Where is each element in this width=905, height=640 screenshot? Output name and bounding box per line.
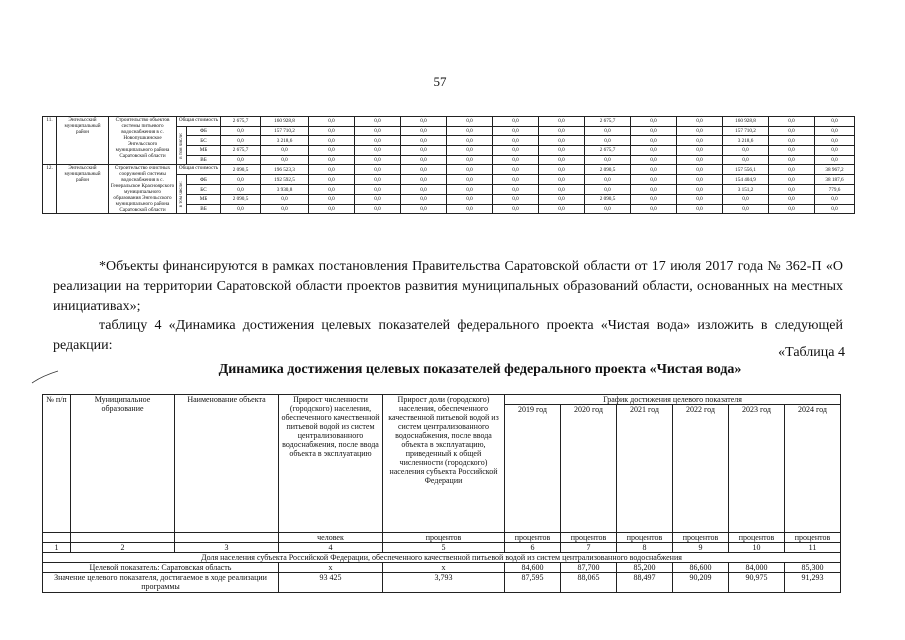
- value-cell: 154 404,9: [723, 175, 769, 185]
- value-cell: 0,0: [631, 175, 677, 185]
- footnote-paragraph: *Объекты финансируются в рамках постановления Правительства Саратовской области от 17 июля 2017 года № 362-П «О реализации на территории Саратовской области проектов развития муниципальных образований области, основанных на местных инициативах»;: [53, 259, 843, 314]
- col-number: 2: [71, 543, 175, 553]
- table-label: «Таблица 4: [778, 345, 845, 360]
- unit-cell: процентов: [729, 533, 785, 543]
- value-cell: 0,0: [815, 136, 855, 146]
- value-cell: 0,0: [631, 204, 677, 214]
- achieved-row-value: 90,209: [673, 573, 729, 593]
- achieved-row-value: 90,975: [729, 573, 785, 593]
- value-cell: 0,0: [355, 204, 401, 214]
- col-number: 9: [673, 543, 729, 553]
- header-year: 2020 год: [561, 405, 617, 533]
- value-cell: 0,0: [355, 136, 401, 146]
- value-cell: 0,0: [769, 155, 815, 165]
- value-cell: 0,0: [309, 195, 355, 205]
- value-cell: 0,0: [585, 155, 631, 165]
- value-cell: 0,0: [309, 126, 355, 136]
- instruction-paragraph: таблицу 4 «Динамика достижения целевых показателей федерального проекта «Чистая вода» изложить в следующей редакции:: [53, 318, 843, 353]
- target-row-value: 85,200: [617, 563, 673, 573]
- value-cell: 0,0: [631, 185, 677, 195]
- value-cell: 0,0: [401, 165, 447, 175]
- value-cell: 0,0: [585, 185, 631, 195]
- value-cell: 0,0: [585, 126, 631, 136]
- value-cell: 160 928,8: [723, 117, 769, 127]
- unit-cell: процентов: [673, 533, 729, 543]
- value-cell: 2 090,5: [221, 165, 261, 175]
- value-cell: 0,0: [401, 204, 447, 214]
- financing-row: [43, 117, 855, 127]
- value-cell: 0,0: [355, 146, 401, 156]
- value-cell: 0,0: [769, 185, 815, 195]
- value-cell: 0,0: [769, 165, 815, 175]
- value-cell: 0,0: [677, 195, 723, 205]
- target-indicators-table: [42, 394, 841, 593]
- value-cell: 0,0: [815, 146, 855, 156]
- value-cell: 0,0: [723, 146, 769, 156]
- value-cell: 0,0: [539, 126, 585, 136]
- financing-table: [42, 116, 855, 214]
- value-cell: 0,0: [677, 175, 723, 185]
- value-cell: 0,0: [769, 117, 815, 127]
- value-cell: 0,0: [447, 155, 493, 165]
- header-municipality: Муниципальное образование: [71, 395, 175, 533]
- value-cell: 0,0: [631, 126, 677, 136]
- value-cell: 0,0: [401, 155, 447, 165]
- value-cell: 2 675,7: [585, 117, 631, 127]
- value-cell: 0,0: [769, 204, 815, 214]
- budget-label: ФБ: [187, 126, 221, 136]
- value-cell: 0,0: [401, 117, 447, 127]
- value-cell: 0,0: [261, 195, 309, 205]
- budget-label: МБ: [187, 195, 221, 205]
- value-cell: 0,0: [539, 204, 585, 214]
- value-cell: 0,0: [677, 155, 723, 165]
- budget-label: ВБ: [187, 155, 221, 165]
- page-number: 57: [433, 74, 447, 89]
- value-cell: 160 928,8: [261, 117, 309, 127]
- object-cell: Строительство очистных сооружений системы водоснабжения в с. Генеральское Красноярского муниципального образования Энгельсского муниципального района Саратовской области: [109, 165, 177, 214]
- value-cell: 3 218,6: [261, 136, 309, 146]
- value-cell: 0,0: [677, 126, 723, 136]
- header-schedule: График достижения целевого показателя: [505, 395, 841, 405]
- value-cell: 0,0: [493, 165, 539, 175]
- value-cell: 0,0: [769, 175, 815, 185]
- value-cell: 0,0: [631, 195, 677, 205]
- budget-label: БС: [187, 136, 221, 146]
- target-row-value: 84,000: [729, 563, 785, 573]
- cost-label: Общая стоимость: [177, 165, 221, 175]
- value-cell: 38 967,2: [815, 165, 855, 175]
- header-object-name: Наименование объекта: [175, 395, 279, 533]
- value-cell: 0,0: [309, 155, 355, 165]
- value-cell: 0,0: [585, 136, 631, 146]
- value-cell: 0,0: [309, 117, 355, 127]
- target-row-value: 84,600: [505, 563, 561, 573]
- value-cell: 3 151,2: [723, 185, 769, 195]
- value-cell: 0,0: [447, 185, 493, 195]
- value-cell: 2 675,7: [585, 146, 631, 156]
- value-cell: 0,0: [815, 126, 855, 136]
- value-cell: 0,0: [769, 126, 815, 136]
- value-cell: 0,0: [261, 146, 309, 156]
- achieved-row-label: Значение целевого показателя, достигаемое в ходе реализации программы: [43, 573, 279, 593]
- col-number: 4: [279, 543, 383, 553]
- value-cell: 0,0: [221, 155, 261, 165]
- budget-label: МБ: [187, 146, 221, 156]
- value-cell: 0,0: [539, 185, 585, 195]
- value-cell: 0,0: [769, 146, 815, 156]
- value-cell: 0,0: [447, 136, 493, 146]
- value-cell: 3 930,8: [261, 185, 309, 195]
- value-cell: 0,0: [401, 136, 447, 146]
- value-cell: 192 592,5: [261, 175, 309, 185]
- value-cell: 0,0: [309, 175, 355, 185]
- col-number: 11: [785, 543, 841, 553]
- value-cell: 0,0: [221, 126, 261, 136]
- value-cell: 196 523,3: [261, 165, 309, 175]
- unit-cell: процентов: [617, 533, 673, 543]
- incl-label: в том числе:: [177, 126, 187, 165]
- value-cell: 779,6: [815, 185, 855, 195]
- value-cell: 157 556,1: [723, 165, 769, 175]
- value-cell: 2 090,5: [221, 195, 261, 205]
- achieved-row-value: 88,497: [617, 573, 673, 593]
- unit-cell: процентов: [505, 533, 561, 543]
- unit-cell: человек: [279, 533, 383, 543]
- value-cell: 2 090,5: [585, 195, 631, 205]
- value-cell: 0,0: [261, 155, 309, 165]
- col-number: 3: [175, 543, 279, 553]
- value-cell: 0,0: [355, 195, 401, 205]
- target-row-share: x: [383, 563, 505, 573]
- value-cell: 0,0: [631, 155, 677, 165]
- header-year: 2024 год: [785, 405, 841, 533]
- col-number: 1: [43, 543, 71, 553]
- value-cell: 0,0: [677, 185, 723, 195]
- value-cell: 0,0: [677, 165, 723, 175]
- value-cell: 2 675,7: [221, 146, 261, 156]
- value-cell: 0,0: [539, 155, 585, 165]
- value-cell: 0,0: [539, 117, 585, 127]
- target-row-value: 87,700: [561, 563, 617, 573]
- achieved-row-value: 88,065: [561, 573, 617, 593]
- municipality-cell: Энгельсский муниципальный район: [57, 117, 109, 165]
- header-year: 2023 год: [729, 405, 785, 533]
- header-population: Прирост численности (городского) населения, обеспеченного качественной питьевой водой из систем централизованного водоснабжения, после ввода объекта в эксплуатацию: [279, 395, 383, 533]
- value-cell: 0,0: [401, 175, 447, 185]
- value-cell: 0,0: [355, 165, 401, 175]
- budget-label: ФБ: [187, 175, 221, 185]
- value-cell: 0,0: [447, 165, 493, 175]
- value-cell: 0,0: [447, 195, 493, 205]
- value-cell: 0,0: [401, 126, 447, 136]
- value-cell: 0,0: [723, 204, 769, 214]
- value-cell: 0,0: [815, 204, 855, 214]
- value-cell: 0,0: [447, 117, 493, 127]
- value-cell: 0,0: [447, 146, 493, 156]
- value-cell: 0,0: [355, 117, 401, 127]
- value-cell: 0,0: [769, 195, 815, 205]
- value-cell: 3 218,6: [723, 136, 769, 146]
- achieved-row-value: 91,293: [785, 573, 841, 593]
- value-cell: 0,0: [677, 136, 723, 146]
- value-cell: 0,0: [309, 136, 355, 146]
- value-cell: 0,0: [493, 175, 539, 185]
- value-cell: 0,0: [769, 136, 815, 146]
- value-cell: 0,0: [309, 165, 355, 175]
- value-cell: 0,0: [355, 185, 401, 195]
- object-cell: Строительство объектов системы питьевого водоснабжения в с. Новопушкинское Энгельсского муниципального района Саратовской области: [109, 117, 177, 165]
- value-cell: 0,0: [723, 155, 769, 165]
- value-cell: 0,0: [815, 195, 855, 205]
- value-cell: 0,0: [355, 175, 401, 185]
- value-cell: 2 675,7: [221, 117, 261, 127]
- value-cell: 0,0: [493, 136, 539, 146]
- col-number: 8: [617, 543, 673, 553]
- value-cell: 0,0: [677, 146, 723, 156]
- value-cell: 0,0: [401, 146, 447, 156]
- header-share: Прирост доли (городского) населения, обеспеченного качественной питьевой водой из систем централизованного водоснабжения, после ввода объекта в эксплуатацию, приведенный к общей численности (городского) населения субъекта Российской Федерации: [383, 395, 505, 533]
- value-cell: 0,0: [677, 117, 723, 127]
- value-cell: 0,0: [221, 204, 261, 214]
- value-cell: 0,0: [631, 165, 677, 175]
- value-cell: 0,0: [261, 204, 309, 214]
- value-cell: 0,0: [221, 136, 261, 146]
- value-cell: 0,0: [221, 185, 261, 195]
- value-cell: 0,0: [677, 204, 723, 214]
- value-cell: 0,0: [493, 117, 539, 127]
- value-cell: 0,0: [631, 117, 677, 127]
- value-cell: 0,0: [309, 204, 355, 214]
- target-row-population: x: [279, 563, 383, 573]
- value-cell: 0,0: [493, 185, 539, 195]
- incl-label: в том числе:: [177, 175, 187, 214]
- value-cell: 0,0: [447, 175, 493, 185]
- value-cell: 0,0: [585, 175, 631, 185]
- target-row-label: Целевой показатель: Саратовская область: [43, 563, 279, 573]
- value-cell: 0,0: [723, 195, 769, 205]
- value-cell: 0,0: [447, 204, 493, 214]
- value-cell: 0,0: [631, 136, 677, 146]
- value-cell: 0,0: [309, 146, 355, 156]
- row-number: 11.: [43, 117, 57, 165]
- value-cell: 2 090,5: [585, 165, 631, 175]
- value-cell: 0,0: [539, 136, 585, 146]
- value-cell: 0,0: [493, 155, 539, 165]
- value-cell: 0,0: [309, 185, 355, 195]
- header-year: 2022 год: [673, 405, 729, 533]
- achieved-row-population: 93 425: [279, 573, 383, 593]
- unit-cell: процентов: [785, 533, 841, 543]
- col-number: 7: [561, 543, 617, 553]
- value-cell: 0,0: [221, 175, 261, 185]
- unit-cell: процентов: [383, 533, 505, 543]
- target-row-value: 85,300: [785, 563, 841, 573]
- value-cell: 0,0: [447, 126, 493, 136]
- target-row-value: 86,600: [673, 563, 729, 573]
- value-cell: 0,0: [493, 126, 539, 136]
- value-cell: 0,0: [815, 155, 855, 165]
- value-cell: 0,0: [493, 146, 539, 156]
- financing-row: [43, 165, 855, 175]
- budget-label: ВБ: [187, 204, 221, 214]
- value-cell: 0,0: [493, 204, 539, 214]
- unit-cell: процентов: [561, 533, 617, 543]
- value-cell: 0,0: [355, 155, 401, 165]
- achieved-row-value: 87,595: [505, 573, 561, 593]
- value-cell: 0,0: [401, 185, 447, 195]
- section-row: Доля населения субъекта Российской Федерации, обеспеченного качественной питьевой водой из систем централизованного водоснабжения: [43, 553, 841, 563]
- header-year: 2019 год: [505, 405, 561, 533]
- col-number: 6: [505, 543, 561, 553]
- pen-mark-icon: [30, 370, 60, 384]
- value-cell: 0,0: [539, 146, 585, 156]
- value-cell: 0,0: [401, 195, 447, 205]
- col-number: 10: [729, 543, 785, 553]
- table-title: Динамика достижения целевых показателей федерального проекта «Чистая вода»: [218, 362, 742, 377]
- value-cell: 0,0: [539, 195, 585, 205]
- value-cell: 0,0: [493, 195, 539, 205]
- header-num: № п/п: [43, 395, 71, 533]
- header-year: 2021 год: [617, 405, 673, 533]
- value-cell: 157 710,2: [261, 126, 309, 136]
- value-cell: 157 710,2: [723, 126, 769, 136]
- row-number: 12.: [43, 165, 57, 214]
- budget-label: БС: [187, 185, 221, 195]
- achieved-row-share: 3,793: [383, 573, 505, 593]
- value-cell: 0,0: [815, 117, 855, 127]
- value-cell: 0,0: [539, 175, 585, 185]
- value-cell: 0,0: [585, 204, 631, 214]
- value-cell: 0,0: [631, 146, 677, 156]
- col-number: 5: [383, 543, 505, 553]
- municipality-cell: Энгельсский муниципальный район: [57, 165, 109, 214]
- value-cell: 38 187,6: [815, 175, 855, 185]
- cost-label: Общая стоимость: [177, 117, 221, 127]
- value-cell: 0,0: [355, 126, 401, 136]
- value-cell: 0,0: [539, 165, 585, 175]
